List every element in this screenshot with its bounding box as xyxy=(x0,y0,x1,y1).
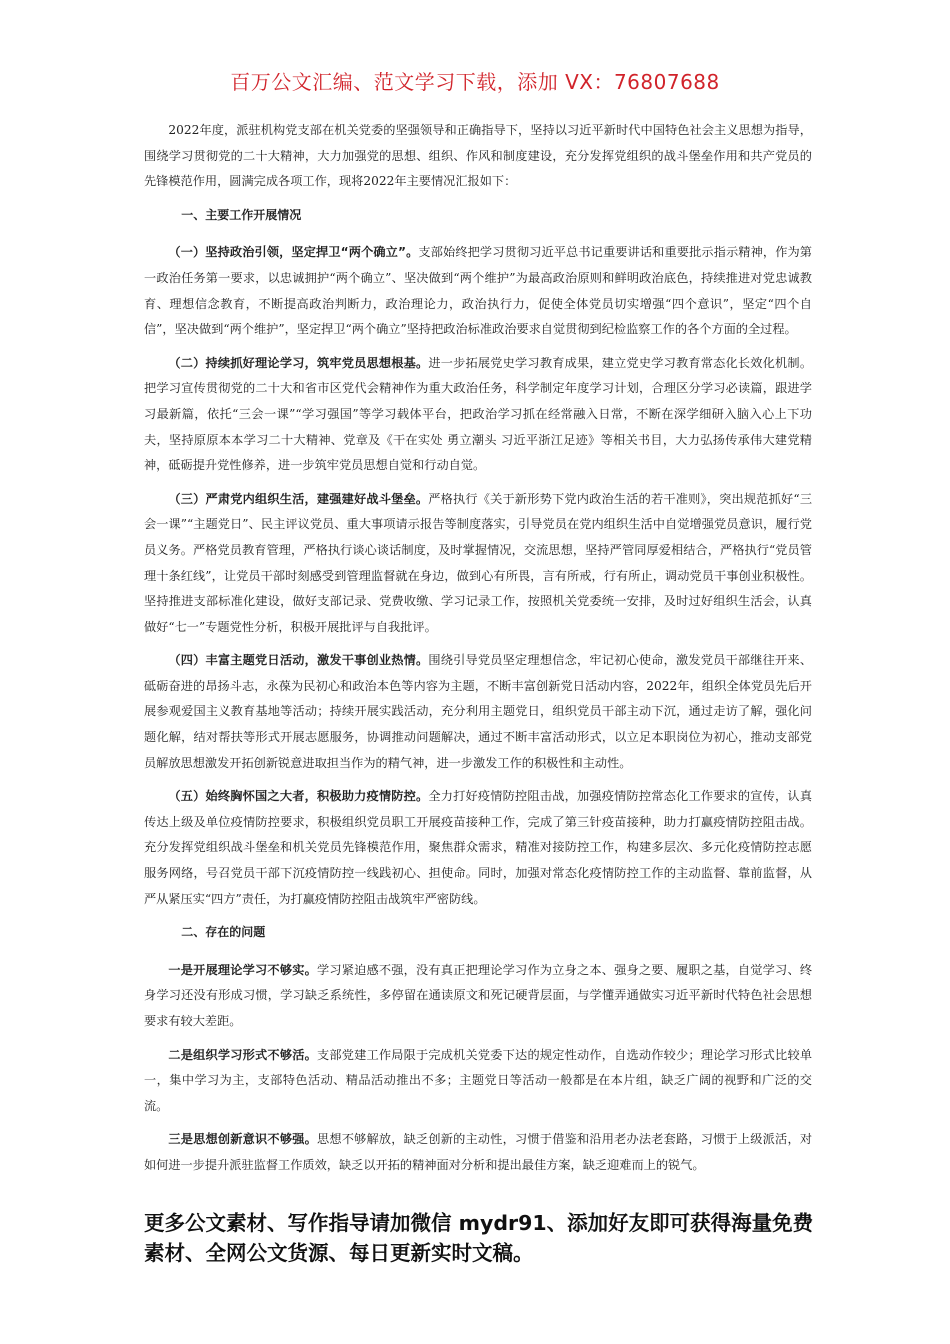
section-heading-problems: 二、存在的问题 xyxy=(181,925,266,940)
work-item-2 xyxy=(144,351,812,479)
work-item-4 xyxy=(144,648,812,776)
problem-item-1-lead: 一是开展理论学习不够实。 xyxy=(168,962,317,977)
work-item-1 xyxy=(144,240,812,342)
problem-item-2-lead: 二是组织学习形式不够活。 xyxy=(168,1047,317,1062)
work-item-3-body: 严格执行《关于新形势下党内政治生活的若干准则》，突出规范抓好“三会一课”“主题党日”、民主评议党员、重大事项请示报告等制度落实，引导党员在党内组织生活中自觉增强党员意识，履行党员义务。严格党员教育管理，严格执行谈心谈话制度，及时掌握情况，交流思想，坚持严管同厚爱相结合，严格执行“党员管理十条红线”，让党员干部时刻感受到管理监督就在身边，做到心有所畏，言有所戒，行有所止，调动党员干事创业积极性。坚持推进支部标准化建设，做好支部记录、党费收缴、学习记录工作，按照机关党委统一安排，及时过好组织生活会，认真做好“七一”专题党性分析，积极开展批评与自我批评。 xyxy=(144,491,813,634)
problem-item-3 xyxy=(144,1127,812,1178)
footer-promo: 更多公文素材、写作指导请加微信 mydr91、添加好友即可获得海量免费素材、全网公文货源、每日更新实时文稿。 xyxy=(144,1211,814,1265)
work-item-5 xyxy=(144,784,812,912)
problem-item-1-body: 学习紧迫感不强，没有真正把理论学习作为立身之本、强身之要、履职之基，自觉学习、终身学习还没有形成习惯，学习缺乏系统性，多停留在通读原文和死记硬背层面，与学懂弄通做实习近平新时代特色社会思想要求有较大差距。 xyxy=(144,962,813,1028)
intro-paragraph: 2022年度，派驻机构党支部在机关党委的坚强领导和正确指导下，坚持以习近平新时代中国特色社会主义思想为指导，围绕学习贯彻党的二十大精神，大力加强党的思想、组织、作风和制度建设，充分发挥党组织的战斗堡垒作用和共产党员的先锋模范作用，圆满完成各项工作，现将2022年主要情况汇报如下： xyxy=(144,123,812,189)
problem-item-3-lead: 三是思想创新意识不够强。 xyxy=(168,1132,317,1147)
work-item-2-lead: （二）持续抓好理论学习，筑牢党员思想根基。 xyxy=(168,355,429,370)
problem-item-2-body: 支部党建工作局限于完成机关党委下达的规定性动作，自选动作较少；理论学习形式比较单一，集中学习为主，支部特色活动、精品活动推出不多；主题党日等活动一般都是在本片组，缺乏广阔的视野和广泛的交流。 xyxy=(144,1047,813,1113)
header-banner: 百万公文汇编、范文学习下载，添加 VX：76807688 xyxy=(230,70,720,94)
work-item-1-body: 支部始终把学习贯彻习近平总书记重要讲话和重要批示指示精神，作为第一政治任务第一要求，以忠诚拥护“两个确立”、坚决做到“两个维护”为最高政治原则和鲜明政治底色，持续推进对党忠诚教育、理想信念教育，不断提高政治判断力，政治理论力，政治执行力，促使全体党员切实增强“四个意识”，坚定“四个自信”，坚决做到“两个维护”，坚定捍卫“两个确立”坚持把政治标准政治要求自觉贯彻到纪检监察工作的各个方面的全过程。 xyxy=(144,245,812,337)
work-item-2-body: 进一步拓展党史学习教育成果，建立党史学习教育常态化长效化机制。把学习宣传贯彻党的二十大和省市区党代会精神作为重大政治任务，科学制定年度学习计划，合理区分学习必读篇，跟进学习最新篇，依托“三会一课”“学习强国”等学习载体平台，把政治学习抓在经常融入日常，不断在深学细研入脑入心上下功夫，坚持原原本本学习二十大精神、党章及《干在实处 勇立潮头 习近平浙江足迹》等相关书目，大力弘扬传承伟大建党精神，砥砺提升党性修养，进一步筑牢党员思想自觉和行动自觉。 xyxy=(144,355,813,473)
problem-item-3-body: 思想不够解放，缺乏创新的主动性，习惯于借鉴和沿用老办法老套路，习惯于上级派活，对如何进一步提升派驻监督工作质效，缺乏以开拓的精神面对分析和提出最佳方案，缺乏迎难而上的锐气。 xyxy=(144,1132,813,1172)
work-item-3 xyxy=(144,487,812,641)
problem-item-2 xyxy=(144,1043,812,1120)
document-body xyxy=(144,118,812,1187)
work-item-4-lead: （四）丰富主题党日活动，激发干事创业热情。 xyxy=(168,653,429,668)
work-item-3-lead: （三）严肃党内组织生活，建强建好战斗堡垒。 xyxy=(168,491,429,506)
work-item-4-body: 围绕引导党员坚定理想信念，牢记初心使命，激发党员干部继往开来、砥砺奋进的昂扬斗志，永葆为民初心和政治本色等内容为主题，不断丰富创新党日活动内容，2022年，组织全体党员先后开展参观爱国主义教育基地等活动；持续开展实践活动，充分利用主题党日，组织党员干部主动下沉，通过走访了解，强化问题化解，结对帮扶等形式开展志愿服务，协调推动问题解决，通过不断丰富活动形式，以立足本职岗位为初心，推动支部党员解放思想激发开拓创新锐意进取担当作为的精气神，进一步激发工作的积极性和主动性。 xyxy=(144,653,813,770)
work-item-5-lead: （五）始终胸怀国之大者，积极助力疫情防控。 xyxy=(168,789,429,804)
section-heading-work: 一、主要工作开展情况 xyxy=(181,207,302,222)
problem-item-1 xyxy=(144,958,812,1035)
work-item-1-lead: （一）坚持政治引领，坚定捍卫“两个确立”。 xyxy=(168,245,419,260)
work-item-5-body: 全力打好疫情防控阻击战，加强疫情防控常态化工作要求的宣传，认真传达上级及单位疫情防控要求，积极组织党员职工开展疫苗接种工作，完成了第三针疫苗接种，助力打赢疫情防控阻击战。充分发挥党组织战斗堡垒和机关党员先锋模范作用，聚焦群众需求，精准对接防控工作，构建多层次、多元化疫情防控志愿服务网络，号召党员干部下沉疫情防控一线践初心、担使命。同时，加强对常态化疫情防控工作的主动监督、靠前监督，从严从紧压实“四方”责任，为打赢疫情防控阻击战筑牢严密防线。 xyxy=(144,789,813,906)
